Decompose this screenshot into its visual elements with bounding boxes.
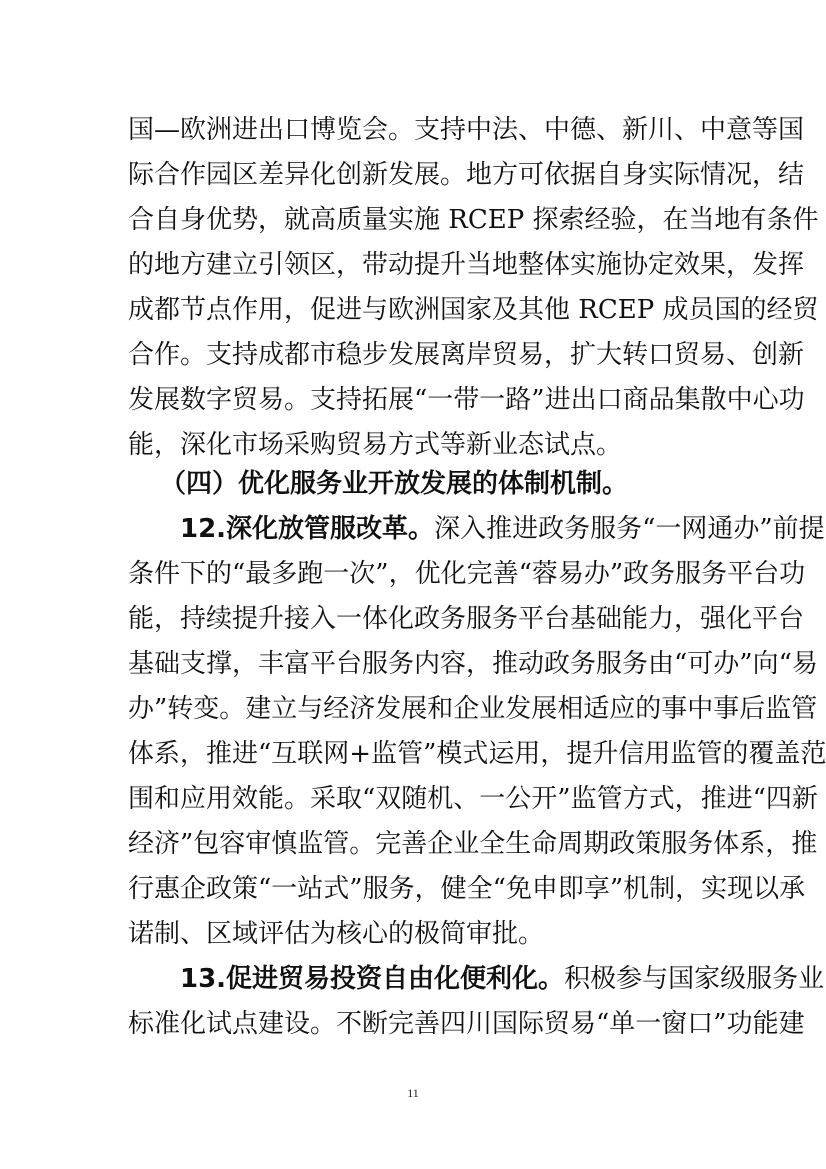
body-text-line: 标准化试点建设。不断完善四川国际贸易“单一窗口”功能建 [128,1009,805,1039]
body-text-line: 体系，推进“互联网+监管”模式运用，提升信用监管的覆盖范 [128,739,826,769]
body-text-line: 办”转变。建立与经济发展和企业发展相适应的事中事后监管 [128,694,818,724]
item-12-first-line-text: 深入推进政务服务“一网通办”前提 [434,514,825,544]
body-text-line: 条件下的“最多跑一次”，优化完善“蓉易办”政务服务平台功 [128,559,806,589]
body-text-line: 国—欧洲进出口博览会。支持中法、中德、新川、中意等国 [128,115,805,145]
body-text-line: 合作。支持成都市稳步发展离岸贸易，扩大转口贸易、创新 [128,340,805,370]
item-13-first-line-text: 积极参与国家级服务业 [564,964,825,994]
body-text-line: 能，持续提升接入一体化政务服务平台基础能力，强化平台 [128,604,805,634]
item-12-title: 12.深化放管服改革。 [180,514,435,544]
item-13-title: 13.促进贸易投资自由化便利化。 [180,964,565,994]
item-12-first-line [180,507,825,551]
body-text-line: 的地方建立引领区，带动提升当地整体实施协定效果，发挥 [128,250,805,280]
body-text-line: 经济”包容审慎监管。完善企业全生命周期政策服务体系，推 [128,829,818,859]
body-text-line: 成都节点作用，促进与欧洲国家及其他 RCEP 成员国的经贸 [128,295,819,325]
page-number: 11 [407,1086,419,1100]
body-text-line: 行惠企政策“一站式”服务，健全“免申即享”机制，实现以承 [128,874,806,904]
body-text-line: 际合作园区差异化创新发展。地方可依据自身实际情况，结 [128,160,805,190]
body-text-line: 诺制、区域评估为核心的极简审批。 [128,919,545,949]
body-text-line: 能，深化市场采购贸易方式等新业态试点。 [128,430,623,460]
body-text-line: 发展数字贸易。支持拓展“一带一路”进出口商品集散中心功 [128,385,805,415]
body-text-line: 围和应用效能。采取“双随机、一公开”监管方式，推进“四新 [128,784,818,814]
body-text-line: 合自身优势，就高质量实施 RCEP 探索经验，在当地有条件 [128,205,819,235]
item-13-first-line [180,957,825,1001]
section-heading: （四）优化服务业开放发展的体制机制。 [160,469,629,499]
body-text-line: 基础支撑，丰富平台服务内容，推动政务服务由“可办”向“易 [128,649,818,679]
